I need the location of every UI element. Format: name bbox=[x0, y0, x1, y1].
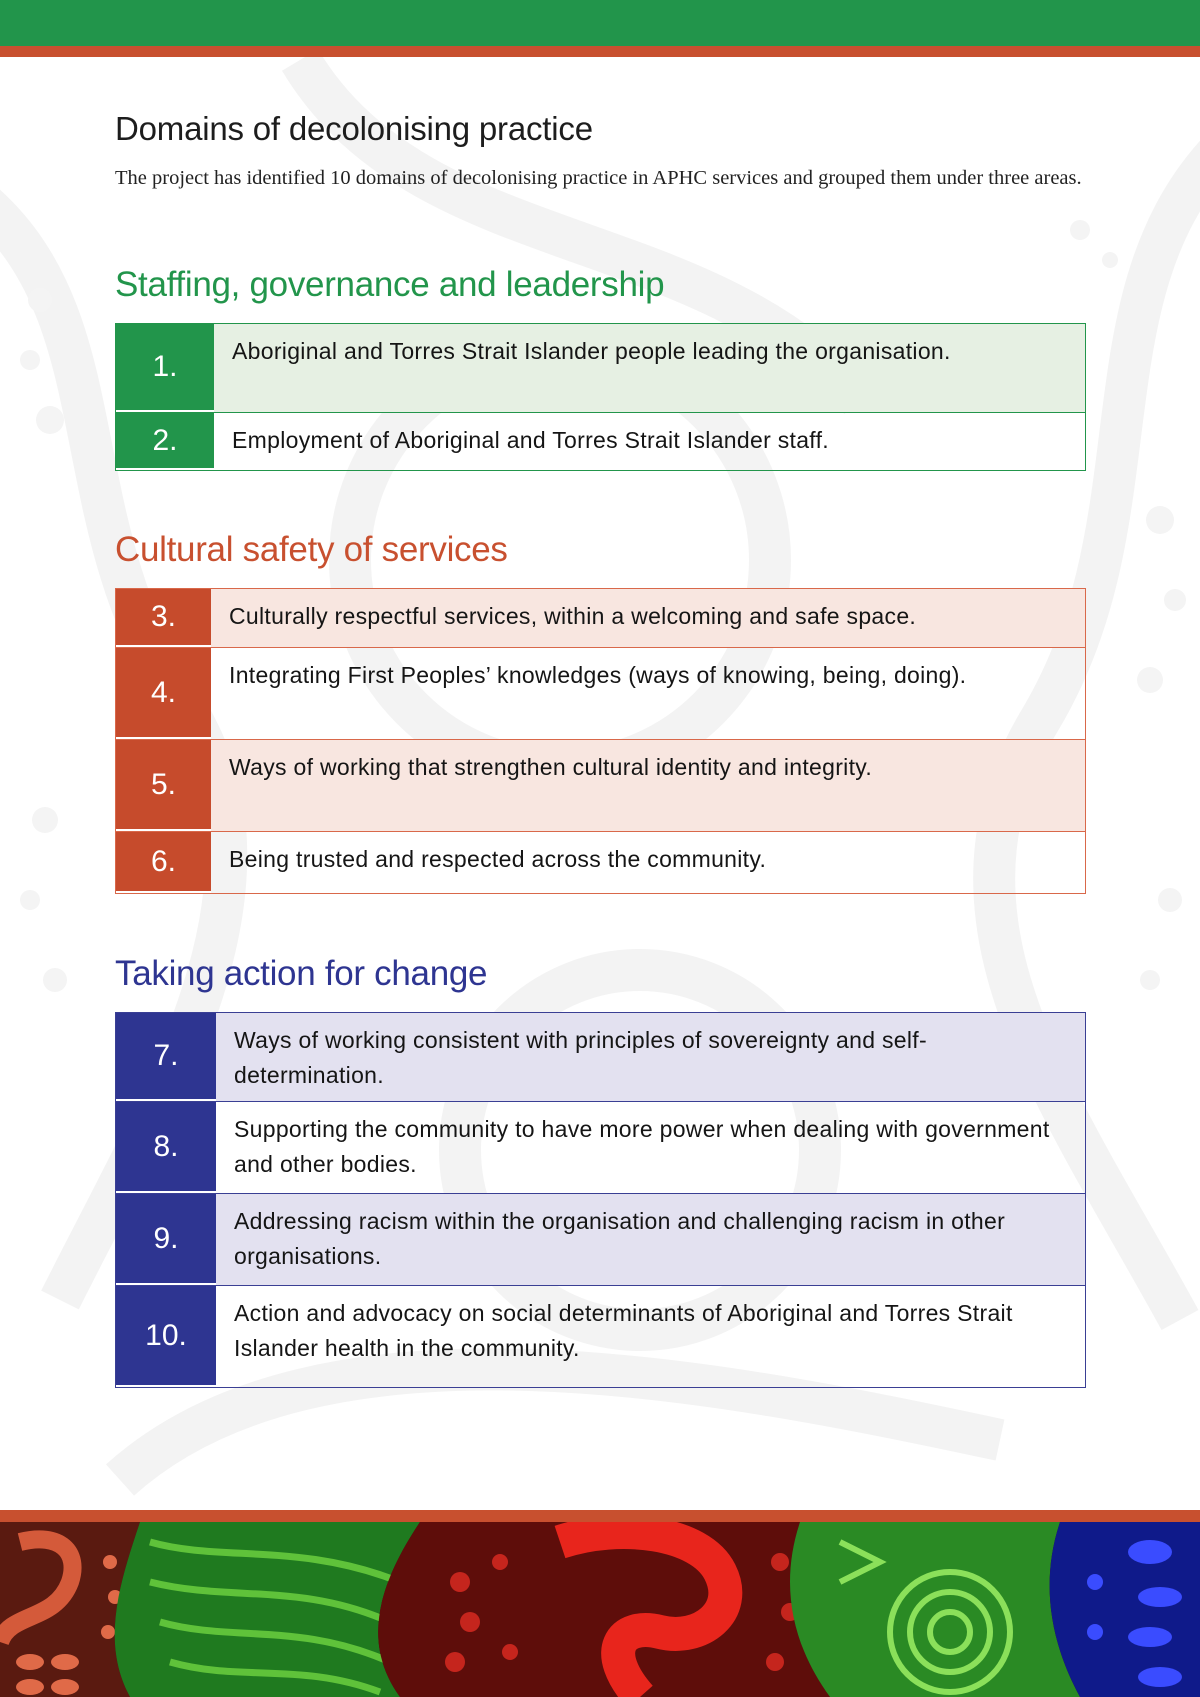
domain-number: 4. bbox=[116, 648, 211, 739]
domain-text: Aboriginal and Torres Strait Islander people leading the organisation. bbox=[214, 324, 1085, 412]
domain-number: 6. bbox=[116, 832, 211, 893]
domain-number: 7. bbox=[116, 1013, 216, 1101]
domain-number: 2. bbox=[116, 413, 214, 470]
domain-text: Integrating First Peoples’ knowledges (ways of knowing, being, doing). bbox=[229, 662, 967, 688]
domain-table bbox=[115, 1012, 1086, 1388]
domain-text: Supporting the community to have more power when dealing with government and other bodies. bbox=[234, 1116, 1050, 1177]
top-stripe bbox=[0, 46, 1200, 57]
top-bar bbox=[0, 0, 1200, 46]
section-title: Cultural safety of services bbox=[115, 530, 508, 569]
page-title: Domains of decolonising practice bbox=[115, 110, 593, 147]
table-row bbox=[115, 413, 1086, 471]
domain-number: 3. bbox=[116, 589, 211, 647]
table-row bbox=[115, 648, 1086, 740]
table-row bbox=[115, 1194, 1086, 1286]
domain-text: Employment of Aboriginal and Torres Strait Islander staff. bbox=[232, 427, 829, 453]
table-row bbox=[115, 1286, 1086, 1388]
bottom-stripe bbox=[0, 1510, 1200, 1522]
section-taking-action bbox=[115, 954, 1086, 1388]
table-row bbox=[115, 323, 1086, 413]
domain-number: 9. bbox=[116, 1194, 216, 1285]
domain-number: 10. bbox=[116, 1286, 216, 1387]
table-row bbox=[115, 832, 1086, 894]
table-row bbox=[115, 588, 1086, 648]
domain-text: Ways of working consistent with principles of sovereignty and self-determination. bbox=[216, 1013, 1085, 1101]
domain-number: 5. bbox=[116, 740, 211, 831]
domain-text: Being trusted and respected across the community. bbox=[229, 846, 767, 872]
table-row bbox=[115, 740, 1086, 832]
domain-text: Addressing racism within the organisation and challenging racism in other organisations. bbox=[216, 1194, 1085, 1285]
section-title: Staffing, governance and leadership bbox=[115, 265, 665, 304]
table-row bbox=[115, 1102, 1086, 1194]
section-cultural-safety bbox=[115, 530, 1086, 894]
domain-table bbox=[115, 323, 1086, 471]
domain-text: Action and advocacy on social determinants of Aboriginal and Torres Strait Islander health in the community. bbox=[234, 1300, 1013, 1361]
domain-number: 1. bbox=[116, 324, 214, 412]
domain-number: 8. bbox=[116, 1102, 216, 1193]
domain-text: Ways of working that strengthen cultural identity and integrity. bbox=[211, 740, 1085, 831]
intro-paragraph: The project has identified 10 domains of decolonising practice in APHC services and grouped them under three areas. bbox=[115, 167, 1082, 189]
domain-text: Culturally respectful services, within a welcoming and safe space. bbox=[211, 589, 1085, 647]
content bbox=[115, 100, 1086, 1361]
domain-table bbox=[115, 588, 1086, 894]
section-staffing bbox=[115, 265, 1086, 471]
aboriginal-artwork-banner bbox=[0, 1522, 1200, 1697]
section-title: Taking action for change bbox=[115, 954, 488, 993]
table-row bbox=[115, 1012, 1086, 1102]
